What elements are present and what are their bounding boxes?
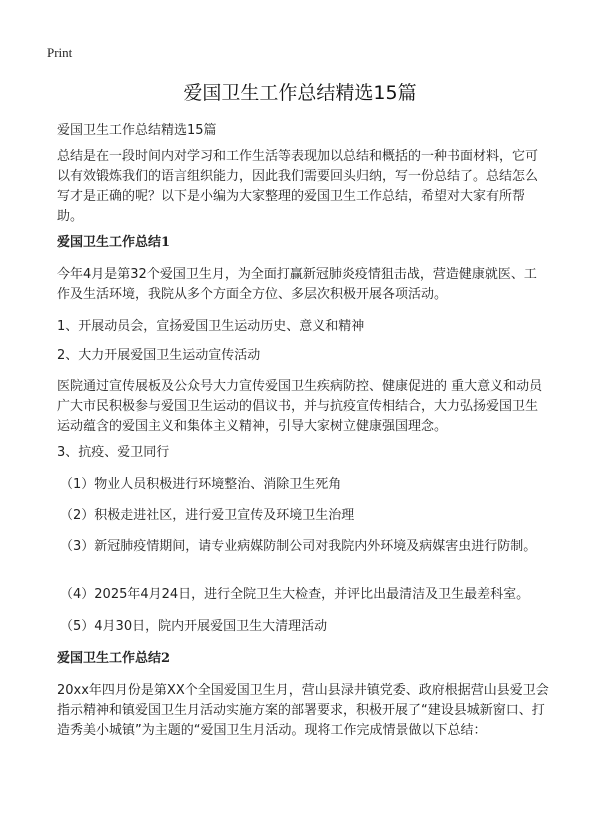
page-title: 爱国卫生工作总结精选15篇 <box>183 82 417 104</box>
section1-subitem-5: （5）4月30日，院内开展爱国卫生大清理活动 <box>60 619 328 634</box>
section1-subitem-2: （2）积极走进社区，进行爱卫宣传及环境卫生治理 <box>60 508 355 523</box>
section1-subitem-1: （1）物业人员积极进行环境整治、消除卫生死角 <box>60 477 342 492</box>
section1-paragraph-1: 今年4月是第32个爱国卫生月，为全面打赢新冠肺炎疫情狙击战，营造健康就医、工作及生活环境，我院从多个方面全方位、多层次积极开展各项活动。 <box>57 267 537 302</box>
intro-paragraph: 总结是在一段时间内对学习和工作生活等表现加以总结和概括的一种书面材料，它可以有效锻炼我们的语言组织能力，因此我们需要回头归纳，写一份总结了。总结怎么写才是正确的呢？以下是小编为大家整理的爱国卫生工作总结，希望对大家有所帮助。 <box>57 149 539 224</box>
section2-paragraph-1: 20xx年四月份是第XX个全国爱国卫生月，营山县渌井镇党委、政府根据营山县爱卫会指示精神和镇爱国卫生月活动实施方案的部署要求，积极开展了“建设县城新窗口、打造秀美小城镇”为主题的“爱国卫生月活动。现将工作完成情景做以下总结： <box>57 683 549 738</box>
section1-subitem-3: （3）新冠肺疫情期间，请专业病媒防制公司对我院内外环境及病媒害虫进行防制。 <box>60 539 537 554</box>
section-heading-2: 爱国卫生工作总结2 <box>57 651 171 666</box>
section-heading-1: 爱国卫生工作总结1 <box>57 235 171 250</box>
section1-item-3: 3、抗疫、爱卫同行 <box>57 445 170 460</box>
document-subtitle: 爱国卫生工作总结精选15篇 <box>57 123 217 138</box>
section1-subitem-4: （4）2025年4月24日，进行全院卫生大检查，并评比出最清洁及卫生最差科室。 <box>60 587 530 602</box>
section1-item-2: 2、大力开展爱国卫生运动宣传活动 <box>57 348 261 363</box>
section1-item-1: 1、开展动员会，宣扬爱国卫生运动历史、意义和精神 <box>57 319 365 334</box>
section1-paragraph-2: 医院通过宣传展板及公众号大力宣传爱国卫生疾病防控、健康促进的 重大意义和动员广大市民积极参与爱国卫生运动的倡议书，并与抗疫宣传相结合，大力弘扬爱国卫生运动蕴含的爱国主义和集体主义精神，引导大家树立健康强国理念。 <box>57 379 543 434</box>
print-link[interactable]: Print <box>47 45 73 60</box>
